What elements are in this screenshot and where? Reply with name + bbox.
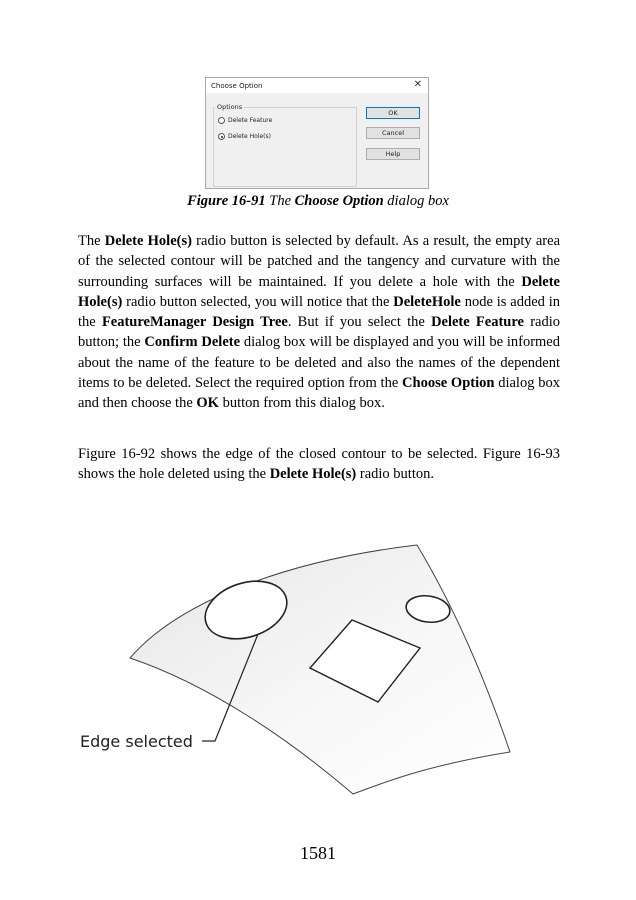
para1-bold: Delete Hole(s)	[78, 273, 560, 310]
delete-feature-label: Delete Feature	[228, 117, 273, 124]
paragraph-2	[78, 444, 560, 485]
page-number: 1581	[300, 843, 336, 863]
dialog-body	[206, 93, 428, 188]
para1-bold: Delete Hole(s)	[104, 233, 192, 249]
para1-text: dialog box and then choose the	[78, 375, 560, 412]
help-button[interactable]: Help	[366, 148, 420, 160]
delete-holes-label: Delete Hole(s)	[228, 133, 271, 140]
caption-figure-number: Figure 16-91	[187, 193, 266, 209]
figure-caption	[0, 193, 636, 210]
para2-text: radio button.	[356, 466, 434, 483]
para1-text: radio button selected, you will notice that the	[122, 293, 394, 310]
caption-dialog-name: Choose Option	[294, 193, 384, 209]
para1-bold: FeatureManager Design Tree	[101, 314, 288, 331]
dialog-title: Choose Option	[211, 82, 263, 90]
para2-bold: Delete Hole(s)	[269, 466, 357, 483]
para1-bold: DeleteHole	[393, 293, 461, 310]
paragraph-1	[78, 231, 560, 414]
para1-text: button from this dialog box.	[218, 395, 385, 412]
ok-button[interactable]: OK	[366, 107, 420, 119]
para1-bold: Choose Option	[402, 375, 495, 392]
delete-feature-radio[interactable]	[218, 117, 225, 124]
para1-bold: Confirm Delete	[144, 334, 241, 351]
para2-text: Figure 16-92 shows the edge of the closed contour to be selected. Figure 16-93 shows the hole deleted using the	[78, 446, 560, 483]
delete-holes-radio[interactable]	[218, 133, 225, 140]
close-icon[interactable]: ✕	[413, 79, 422, 90]
para1-text: . But if you select the	[287, 314, 432, 331]
surface-figure	[70, 540, 550, 810]
cancel-button[interactable]: Cancel	[366, 127, 420, 139]
para1-text: radio button; the	[78, 314, 560, 351]
para1-text: dialog box will be displayed and you will be informed about the name of the feature to be deleted and also the names of the dependent items to be deleted. Select the required option from the	[78, 334, 560, 392]
options-group-label: Options	[217, 103, 243, 111]
caption-suffix: dialog box	[387, 193, 449, 209]
para1-bold: Delete Feature	[431, 314, 524, 331]
edge-selected-label: Edge selected	[80, 732, 193, 751]
delete-feature-radio-row[interactable]	[218, 117, 272, 124]
choose-option-dialog	[205, 77, 429, 189]
para1-bold: OK	[196, 395, 219, 412]
para1-text: node is added in the	[78, 293, 560, 331]
delete-holes-radio-row[interactable]	[218, 133, 271, 140]
para1-text: radio button is selected by default. As a result, the empty area of the selected contour will be patched and the tangency and curvature with the surrounding surfaces will be maintained. If you delete a hole with the	[78, 233, 561, 290]
caption-the: The	[269, 193, 291, 209]
para1-text: The	[78, 233, 105, 249]
